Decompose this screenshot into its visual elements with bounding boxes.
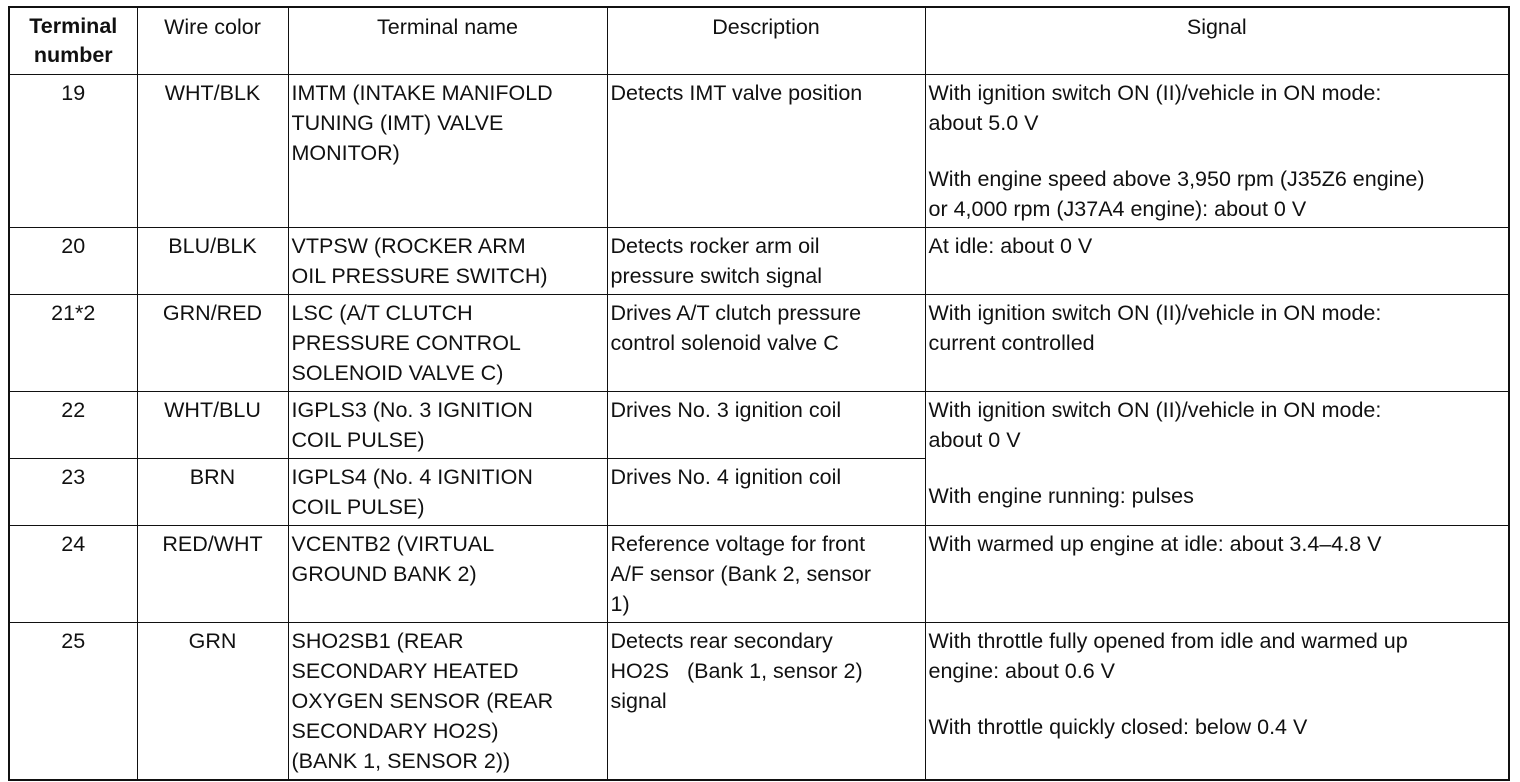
header-terminal-number-line: number bbox=[33, 43, 113, 67]
signal-cell bbox=[925, 228, 1509, 295]
signal-line: With engine running: pulses bbox=[928, 484, 1194, 508]
terminal-name-line: OIL PRESSURE SWITCH) bbox=[291, 264, 548, 288]
signal-line: With throttle quickly closed: below 0.4 V bbox=[928, 715, 1308, 739]
signal-paragraph bbox=[929, 231, 1507, 261]
terminal-name-cell bbox=[288, 623, 607, 781]
signal-paragraph bbox=[929, 529, 1507, 559]
description-line: A/F sensor (Bank 2, sensor bbox=[610, 562, 871, 586]
signal-line: With warmed up engine at idle: about 3.4–4.8 V bbox=[928, 532, 1382, 556]
signal-line: With ignition switch ON (II)/vehicle in ON mode: bbox=[928, 81, 1382, 105]
table-body bbox=[9, 75, 1509, 781]
table-row bbox=[9, 228, 1509, 295]
description-line: Drives No. 4 ignition coil bbox=[610, 465, 842, 489]
terminal-name-line: VCENTB2 (VIRTUAL bbox=[291, 532, 495, 556]
signal-line: With ignition switch ON (II)/vehicle in ON mode: bbox=[928, 398, 1382, 422]
description-line: control solenoid valve C bbox=[610, 331, 839, 355]
terminal-name-cell bbox=[288, 295, 607, 392]
signal-paragraph bbox=[929, 298, 1507, 358]
signal-line: With ignition switch ON (II)/vehicle in ON mode: bbox=[928, 301, 1382, 325]
terminal-number-cell: 22 bbox=[9, 392, 137, 459]
description-line: HO2S (Bank 1, sensor 2) bbox=[610, 659, 863, 683]
terminal-number-cell: 20 bbox=[9, 228, 137, 295]
description-line: Detects rear secondary bbox=[610, 629, 833, 653]
signal-cell bbox=[925, 526, 1509, 623]
description-cell bbox=[607, 228, 925, 295]
wire-color-cell: WHT/BLK bbox=[137, 75, 288, 228]
wire-color-cell: BRN bbox=[137, 459, 288, 526]
table-row bbox=[9, 392, 1509, 459]
signal-cell bbox=[925, 623, 1509, 781]
description-cell bbox=[607, 392, 925, 459]
terminal-name-line: PRESSURE CONTROL bbox=[291, 331, 521, 355]
signal-cell bbox=[925, 75, 1509, 228]
table-row bbox=[9, 295, 1509, 392]
terminal-name-line: SECONDARY HO2S) bbox=[291, 719, 499, 743]
description-line: 1) bbox=[610, 592, 630, 616]
header-terminal-name: Terminal name bbox=[288, 7, 607, 75]
terminal-name-cell bbox=[288, 459, 607, 526]
terminal-name-line: (BANK 1, SENSOR 2)) bbox=[291, 749, 511, 773]
terminal-name-line: VTPSW (ROCKER ARM bbox=[291, 234, 526, 258]
wire-color-cell: GRN/RED bbox=[137, 295, 288, 392]
header-terminal-number bbox=[9, 7, 137, 75]
terminal-number-cell: 25 bbox=[9, 623, 137, 781]
terminal-number-cell: 24 bbox=[9, 526, 137, 623]
terminal-name-cell bbox=[288, 75, 607, 228]
signal-line: about 0 V bbox=[928, 428, 1021, 452]
table-row bbox=[9, 526, 1509, 623]
wire-color-cell: GRN bbox=[137, 623, 288, 781]
description-cell bbox=[607, 526, 925, 623]
description-line: Reference voltage for front bbox=[610, 532, 866, 556]
description-line: Detects rocker arm oil bbox=[610, 234, 820, 258]
signal-paragraph bbox=[929, 78, 1507, 138]
signal-paragraph bbox=[929, 164, 1507, 224]
terminal-name-line: COIL PULSE) bbox=[291, 495, 425, 519]
signal-cell bbox=[925, 392, 1509, 526]
terminal-name-line: OXYGEN SENSOR (REAR bbox=[291, 689, 554, 713]
terminal-name-line: LSC (A/T CLUTCH bbox=[291, 301, 473, 325]
signal-line: engine: about 0.6 V bbox=[928, 659, 1115, 683]
signal-line: With throttle fully opened from idle and warmed up bbox=[928, 629, 1408, 653]
header-terminal-number-line: Terminal bbox=[29, 14, 118, 38]
description-line: Drives No. 3 ignition coil bbox=[610, 398, 842, 422]
header-signal: Signal bbox=[925, 7, 1509, 75]
description-line: Drives A/T clutch pressure bbox=[610, 301, 862, 325]
terminal-number-cell: 23 bbox=[9, 459, 137, 526]
signal-cell bbox=[925, 295, 1509, 392]
description-line: pressure switch signal bbox=[610, 264, 823, 288]
terminal-name-line: MONITOR) bbox=[291, 141, 400, 165]
terminal-name-line: GROUND BANK 2) bbox=[291, 562, 477, 586]
description-cell bbox=[607, 623, 925, 781]
terminal-name-cell bbox=[288, 392, 607, 459]
terminal-number-cell: 21*2 bbox=[9, 295, 137, 392]
signal-paragraph bbox=[929, 626, 1507, 686]
signal-line: current controlled bbox=[928, 331, 1095, 355]
terminal-name-line: COIL PULSE) bbox=[291, 428, 425, 452]
table-row bbox=[9, 623, 1509, 781]
table-row bbox=[9, 75, 1509, 228]
signal-paragraph bbox=[929, 712, 1507, 742]
signal-line: or 4,000 rpm (J37A4 engine): about 0 V bbox=[928, 197, 1307, 221]
header-row bbox=[9, 7, 1509, 75]
terminal-name-line: IGPLS4 (No. 4 IGNITION bbox=[291, 465, 533, 489]
table-header bbox=[9, 7, 1509, 75]
header-description: Description bbox=[607, 7, 925, 75]
description-line: Detects IMT valve position bbox=[610, 81, 863, 105]
header-wire-color: Wire color bbox=[137, 7, 288, 75]
terminal-name-cell bbox=[288, 228, 607, 295]
signal-line: At idle: about 0 V bbox=[928, 234, 1093, 258]
description-line: signal bbox=[610, 689, 667, 713]
terminal-name-line: IGPLS3 (No. 3 IGNITION bbox=[291, 398, 533, 422]
terminal-name-line: SHO2SB1 (REAR bbox=[291, 629, 464, 653]
signal-line: With engine speed above 3,950 rpm (J35Z6 engine) bbox=[928, 167, 1425, 191]
description-cell bbox=[607, 75, 925, 228]
terminal-name-line: TUNING (IMT) VALVE bbox=[291, 111, 504, 135]
terminal-number-cell: 19 bbox=[9, 75, 137, 228]
signal-paragraph bbox=[929, 395, 1507, 455]
description-cell bbox=[607, 459, 925, 526]
terminal-name-cell bbox=[288, 526, 607, 623]
terminal-table bbox=[8, 6, 1510, 781]
wire-color-cell: BLU/BLK bbox=[137, 228, 288, 295]
signal-line: about 5.0 V bbox=[928, 111, 1039, 135]
signal-paragraph bbox=[929, 481, 1507, 511]
terminal-name-line: IMTM (INTAKE MANIFOLD bbox=[291, 81, 553, 105]
terminal-name-line: SOLENOID VALVE C) bbox=[291, 361, 504, 385]
wire-color-cell: RED/WHT bbox=[137, 526, 288, 623]
wire-color-cell: WHT/BLU bbox=[137, 392, 288, 459]
description-cell bbox=[607, 295, 925, 392]
terminal-name-line: SECONDARY HEATED bbox=[291, 659, 519, 683]
